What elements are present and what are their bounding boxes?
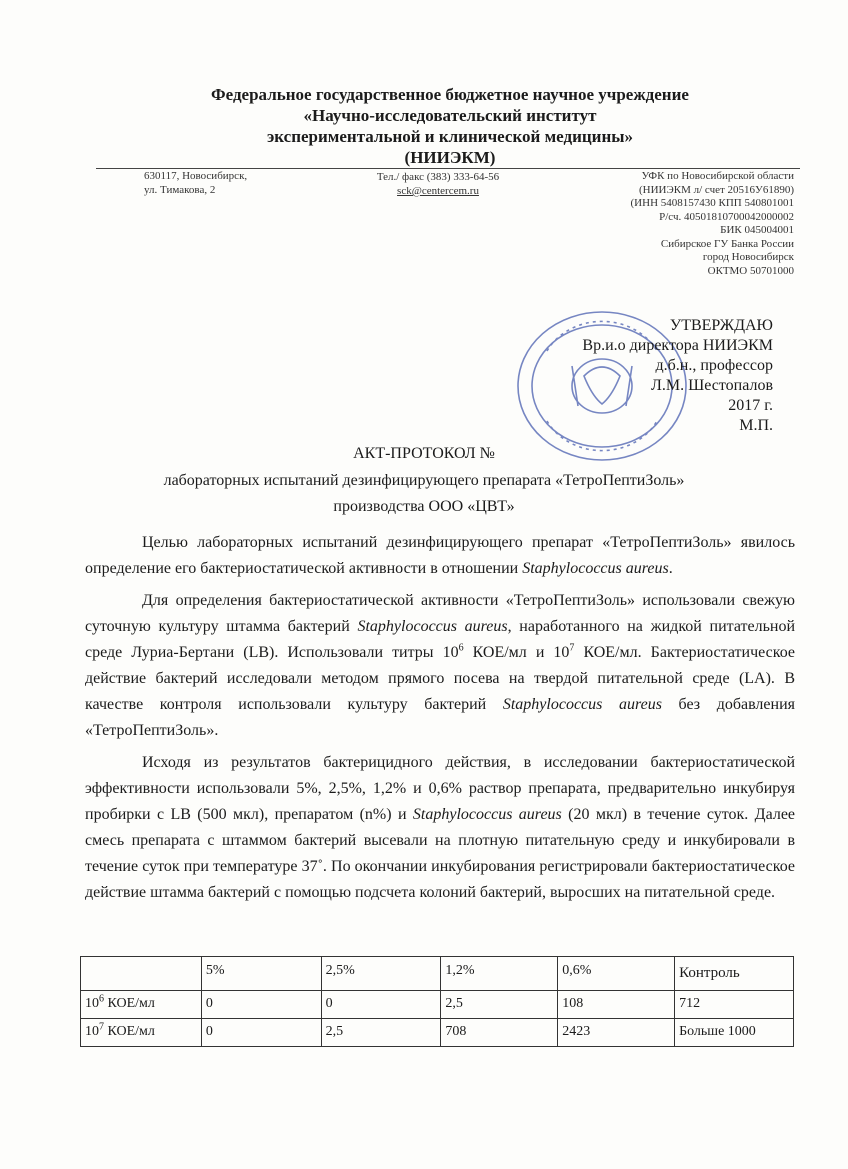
approval-line: Л.М. Шестопалов xyxy=(651,377,773,394)
header-line-1: Федеральное государственное бюджетное научное учреждение xyxy=(211,85,689,104)
address-line-2: ул. Тимакова, 2 xyxy=(144,184,216,196)
table-row xyxy=(81,991,794,1019)
exponent: 7 xyxy=(569,642,575,654)
approval-block xyxy=(582,316,773,436)
bank-line: (НИИЭКМ л/ счет 20516У61890) xyxy=(638,183,794,196)
table-header-cell: 1,2% xyxy=(441,957,558,991)
document-subtitle: лабораторных испытаний дезинфицирующего препарата «ТетроПептиЗоль» xyxy=(163,472,685,489)
species-name: Staphylococcus aureus xyxy=(502,696,662,713)
table-cell: 0 xyxy=(201,991,321,1019)
approval-line: УТВЕРЖДАЮ xyxy=(669,317,773,334)
header-line-3: экспериментальной и клинической медицины» xyxy=(266,127,634,146)
header-line-2: «Научно-исследовательский институт xyxy=(303,106,597,125)
postal-address xyxy=(144,169,247,197)
document-body xyxy=(85,530,795,912)
species-name: Staphylococcus aureus xyxy=(522,560,669,577)
table-row xyxy=(81,1019,794,1047)
document-manufacturer: производства ООО «ЦВТ» xyxy=(333,498,515,515)
text-run: КОЕ/мл xyxy=(104,996,155,1011)
table-header-cell: 2,5% xyxy=(321,957,441,991)
document-title: АКТ-ПРОТОКОЛ № xyxy=(353,445,495,462)
text-run: (20 мкл) в течение суток. Далее смесь препарата с штаммом бактерий высевали на плотную питательную среду и инкубировали в течение суток при температуре 37˚. По окончании инкубирования регистрировали бактериостатическое действие штамма бактерий с помощью подсчета колоний бактерий, выросших на питательной среде. xyxy=(85,806,796,901)
text-run: Для определения бактериостатической активности «ТетроПептиЗоль» использовали свежую суточную культуру штамма бактерий xyxy=(85,592,795,635)
table-header-row xyxy=(81,957,794,991)
text-run: КОЕ/мл. Бактериостатическое действие бактерий исследовали методом прямого посева на твердой питательной среде (LA). В качестве контроля использовали культуру бактерий xyxy=(85,644,795,713)
table-header-cell: 0,6% xyxy=(558,957,675,991)
paragraph-procedure xyxy=(85,750,795,906)
approval-line: М.П. xyxy=(739,417,773,434)
bank-line: УФК по Новосибирской области xyxy=(641,170,794,182)
table-cell: 2423 xyxy=(558,1019,675,1047)
species-name: Staphylococcus aureus xyxy=(357,618,508,635)
approval-line: Вр.и.о директора НИИЭКМ xyxy=(582,337,773,354)
email-link[interactable]: sck@centercem.ru xyxy=(397,185,479,197)
contact-info xyxy=(368,170,508,198)
text-run: КОЕ/мл и 10 xyxy=(463,644,570,661)
exponent: 7 xyxy=(99,1021,104,1033)
text-run: без добавления «ТетроПептиЗоль». xyxy=(85,696,795,739)
approval-line: д.б.н., профессор xyxy=(655,357,773,374)
bank-line: Р/сч. 40501810700042000002 xyxy=(659,210,794,223)
paragraph-purpose xyxy=(85,530,795,582)
text-run: 10 xyxy=(85,1024,99,1039)
table-cell: Больше 1000 xyxy=(675,1019,794,1047)
paragraph-method xyxy=(85,588,795,744)
text-run: 10 xyxy=(85,996,99,1011)
bank-line: Сибирское ГУ Банка России xyxy=(660,237,794,250)
table-header-cell xyxy=(81,957,202,991)
table-cell: 0 xyxy=(321,991,441,1019)
results-table xyxy=(80,956,794,1047)
table-cell: 0 xyxy=(201,1019,321,1047)
bank-line: город Новосибирск xyxy=(702,251,794,263)
table-cell: 2,5 xyxy=(321,1019,441,1047)
approval-line: 2017 г. xyxy=(728,397,773,414)
exponent: 6 xyxy=(99,993,104,1005)
bank-details xyxy=(631,170,794,278)
address-line-1: 630117, Новосибирск, xyxy=(144,170,248,182)
table-header-cell: 5% xyxy=(201,957,321,991)
text-run: , наработанного на жидкой питательной среде Луриа-Бертани (LB). Использовали титры 10 xyxy=(85,618,796,661)
table-cell: 712 xyxy=(675,991,794,1019)
institution-header xyxy=(120,84,780,168)
text-run: Целью лабораторных испытаний дезинфицирующего препарат «ТетроПептиЗоль» явилось определение его бактериостатической активности в отношении xyxy=(85,534,795,577)
bank-line: БИК 045004001 xyxy=(720,224,794,236)
bank-line: ОКТМО 50701000 xyxy=(707,264,794,277)
table-cell: 2,5 xyxy=(441,991,558,1019)
table-header-cell: Контроль xyxy=(675,957,794,991)
row-label xyxy=(81,991,202,1019)
text-run: . xyxy=(668,560,673,577)
table-cell: 108 xyxy=(558,991,675,1019)
exponent: 6 xyxy=(458,642,464,654)
table-cell: 708 xyxy=(441,1019,558,1047)
row-label xyxy=(81,1019,202,1047)
species-name: Staphylococcus aureus xyxy=(412,806,562,823)
text-run: Исходя из результатов бактерицидного действия, в исследовании бактериостатической эффективности использовали 5%, 2,5%, 1,2% и 0,6% раствор препарата, предварительно инкубируя пробирки с LB (500 мкл), препаратом (n%) и xyxy=(85,754,795,823)
phone-fax: Тел./ факс (383) 333-64-56 xyxy=(376,171,500,183)
header-line-4: (НИИЭКМ) xyxy=(404,148,496,167)
bank-line: (ИНН 5408157430 КПП 540801001 xyxy=(630,197,794,209)
text-run: КОЕ/мл xyxy=(104,1024,155,1039)
